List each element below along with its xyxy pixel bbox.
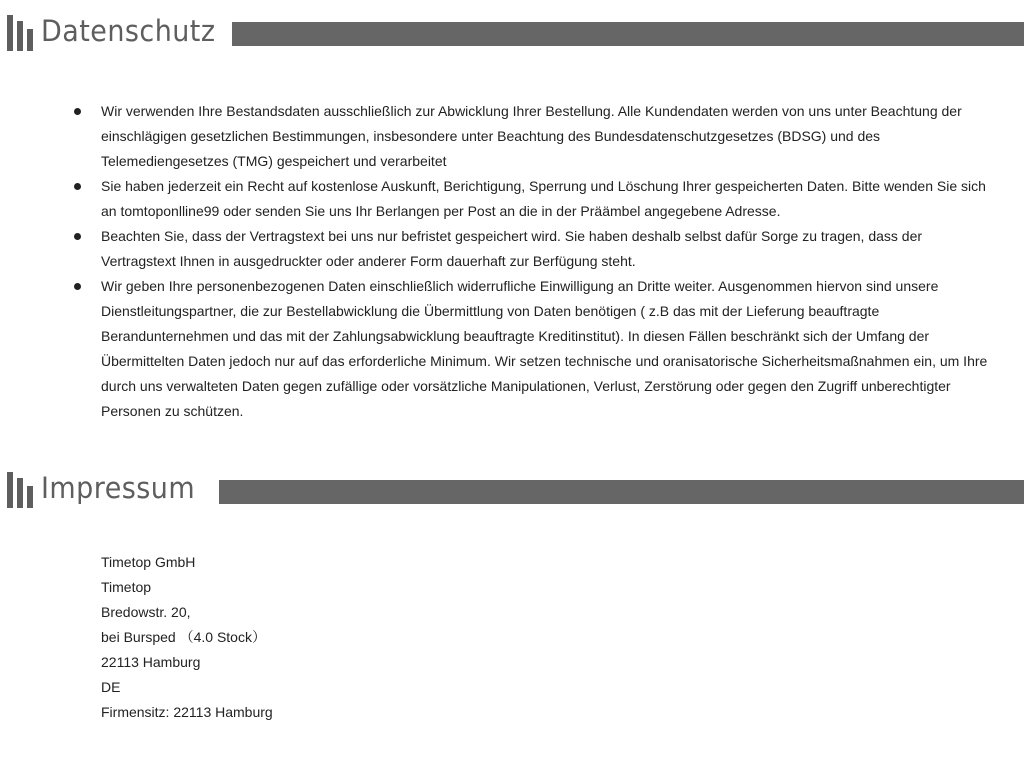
bullet-icon <box>74 283 81 290</box>
bullet-icon <box>74 108 81 115</box>
policy-text: Wir geben Ihre personenbezogenen Daten einschließlich widerrufliche Einwilligung an Dritte weiter. Ausgenommen hiervon sind unsere Dienstleitungspartner, die zur Bestellabwicklung die Übermittlung von Daten benötigen ( z.B das mit der Lieferung beauftragte Berandunternehmen und das mit der Zahlungsabwicklung beauftragte Kreditinstitut). In diesen Fällen beschränkt sich der Umfang der Übermittelten Daten jedoch nur auf das erforderliche Minimum. Wir setzen technische und oranisatorische Sicherheitsmaßnahmen ein, um Ihre durch uns verwalteten Daten gegen zufällige oder vorsätzliche Manipulationen, Verlust, Zerstörung oder gegen den Zugriff unberechtigter Personen zu schützen. <box>101 278 988 419</box>
datenschutz-header <box>0 11 1024 51</box>
header-divider-bar <box>219 480 1024 504</box>
address-addition: bei Bursped （4.0 Stock） <box>101 629 266 645</box>
privacy-policy-list <box>70 99 1000 424</box>
list-item <box>70 274 1000 424</box>
policy-text: Sie haben jederzeit ein Recht auf kostenlose Auskunft, Berichtigung, Sperrung und Löschung Ihrer gespeicherten Daten. Bitte wenden Sie sich an tomtoponlline99 oder senden Sie uns Ihr Berlangen per Post an die in der Präämbel angegebene Adresse. <box>101 178 986 219</box>
company-name: Timetop GmbH <box>101 554 196 570</box>
list-item <box>70 224 1000 274</box>
bullet-icon <box>74 183 81 190</box>
country: DE <box>101 679 121 695</box>
policy-text: Beachten Sie, dass der Vertragstext bei uns nur befristet gespeichert wird. Sie haben deshalb selbst dafür Sorge zu tragen, dass der Vertragstext Ihnen in ausgedruckter oder anderer Form dauerhaft zur Berfügung steht. <box>101 228 923 269</box>
policy-text: Wir verwenden Ihre Bestandsdaten ausschließlich zur Abwicklung Ihrer Bestellung. Alle Kundendaten werden von uns unter Beachtung der einschlägigen gesetzlichen Bestimmungen, insbesondere unter Beachtung des Bundesdatenschutzgesetzes (BDSG) und des Telemediengesetzes (TMG) gespeichert und verarbeitet <box>101 103 962 169</box>
header-divider-bar <box>232 22 1024 46</box>
bullet-icon <box>74 233 81 240</box>
impressum-title: Impressum <box>41 471 196 505</box>
postal-city: 22113 Hamburg <box>101 654 201 670</box>
list-item <box>70 174 1000 224</box>
impressum-header <box>0 468 1024 508</box>
bars-logo-icon <box>7 11 37 51</box>
company-address <box>101 550 601 725</box>
street-address: Bredowstr. 20, <box>101 604 191 620</box>
brand-name: Timetop <box>101 579 152 595</box>
list-item <box>70 99 1000 174</box>
datenschutz-title: Datenschutz <box>41 14 216 48</box>
bars-logo-icon <box>7 468 37 508</box>
registered-office: Firmensitz: 22113 Hamburg <box>101 704 273 720</box>
